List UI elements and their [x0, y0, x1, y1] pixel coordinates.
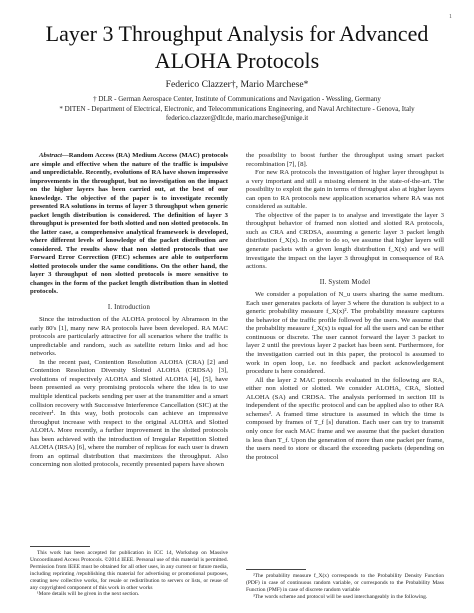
footnote-2: ²The probability measure f_X(x) corresponds to the Probability Density Function (PDF) in case of continuous random variable, or corresponds to the Probability Mass Function (PMF) in case of discrete random variable	[246, 573, 444, 593]
affiliation-dlr: † DLR - German Aerospace Center, Institute of Communications and Navigation - Wessling, Germany	[93, 95, 381, 103]
page-number: 1	[449, 14, 452, 20]
section-heading-system-model: II. System Model	[319, 278, 371, 286]
intro-paragraph-3: the possibility to boost further the throughput using smart packet recombination [7], [8].	[246, 152, 444, 168]
affiliation-diten: * DITEN - Department of Electrical, Electronic, and Telecommunications Engineering, and Naval Architecture - Genova, Italy	[59, 104, 415, 113]
system-model-paragraph-2: All the layer 2 MAC protocols evaluated in the following are RA, either non slotted or slotted. We consider ALOHA, CRA, Slotted ALOHA (SA) and CRDSA. The analysis performed in section III is independent of the specific protocol and can be applied also to other RA schemes³. A framed time structure is assumed in which the time is composed by frames of T_f [s] duration. Each user can try to transmit only once for each MAC frame and we assume that the packet duration is less than T_f. Upon the generation of more than one packet per frame, the users need to store or discard the exceeding packets (depending on the protocol	[246, 376, 444, 461]
title-line-2: ALOHA Protocols	[154, 48, 320, 73]
left-footnotes	[30, 546, 228, 598]
intro-paragraph-4: For new RA protocols the investigation of higher layer throughput is a very important and still a missing element in the state-of-the-art. The possibility to exploit the gain in terms of throughput also at higher layers can open to RA protocols new application scenarios where RA was not considered as suitable.	[246, 169, 444, 211]
footnote-rule	[246, 569, 306, 570]
right-footnotes	[246, 569, 444, 601]
copyright-footnote: This work has been accepted for publication in ICC 14, Workshop on Massive Uncoordinated Access Protocols. ©2014 IEEE. Personal use of this material is permitted. Permission from IEEE must be obtained for all other uses, in any current or future media, including reprinting /republishing this material for advertising or promotional purposes, creating new collective works, for resale or redistribution to servers or lists, or reuse of any copyrighted component of this work in other works	[30, 550, 228, 591]
footnote-3: ³The words scheme and protocol will be used interchangeably in the following.	[253, 593, 428, 600]
intro-paragraph-5: The objective of the paper is to analyse and investigate the layer 3 throughput behavior of framed non slotted and slotted RA protocols, such as CRA and CRDSA, assuming a generic layer 3 packet length distribution f_X(x). In order to do so, we assume that higher layers will generate packets with a given length distribution f_X(x) and we will investigate the impact on the layer 3 throughput in consequence of RA actions.	[246, 211, 444, 271]
paper-title	[0, 20, 474, 74]
intro-paragraph-1: Since the introduction of the ALOHA protocol by Abramson in the early 80's [1], many new RA protocols have been developed. RA MAC protocols are particularly attractive for all scenarios where the traffic is unpredictable and random, such as satellite return links and ad hoc networks.	[30, 316, 228, 358]
abstract	[30, 152, 228, 297]
title-line-1: Layer 3 Throughput Analysis for Advanced	[45, 21, 429, 46]
footnote-1: ¹More details will be given in the next section.	[37, 591, 140, 598]
section-heading-introduction: I. Introduction	[107, 303, 151, 311]
intro-paragraph-2: In the recent past, Contention Resolution ALOHA (CRA) [2] and Contention Resolution Diversity Slotted ALOHA (CRDSA) [3], evolutions of respectively ALOHA and Slotted ALOHA [4], [5], have been presented as very promising protocols where the idea is to use multiple identical packets sending per user at the transmitter and a smart collision recovery with Successive Interference Cancellation (SIC) at the receiver¹. In this way, both protocols can achieve an impressive throughput increase with respect to the original ALOHA and Slotted ALOHA. More recently, a further improvement in the slotted protocols has been achieved with the introduction of Irregular Repetition Slotted ALOHA (IRSA) [6], where the number of replicas for each user is drawn from an optimal distribution that maximizes the throughput. Also concerning non slotted protocols, recently presented papers have shown	[30, 358, 228, 469]
abstract-label: Abstract—	[39, 152, 69, 159]
author-emails: federico.clazzer@dlr.de, mario.marchese@unige.it	[165, 114, 309, 123]
affiliations	[0, 95, 474, 124]
right-column	[246, 152, 444, 462]
abstract-text: Random Access (RA) Medium Access (MAC) protocols are simple and effective when the nature of the traffic is impulsive and unpredictable. Recently, evolutions of RA have shown impressive improvements in the throughput, but no investigation on the impact on the higher layers has been carried out, at the best of our knowledge. The objective of the paper is to investigate recently presented RA solutions in terms of layer 3 throughput when generic packet length distribution is considered. The definition of layer 3 throughput is presented for both slotted and non slotted protocols. In the latter case, a comprehensive analytical framework is developed, where different levels of knowledge of the packet distribution are considered. The results show that non slotted protocols that use Forward Error Correction (FEC) schemes are able to outperform slotted protocols under the same conditions. On the other hand, the layer 3 throughput of non slotted protocols is more sensitive to changes in the form of the packet length distribution than in slotted protocols.	[30, 152, 228, 295]
author-list: Federico Clazzer†, Mario Marchese*	[165, 79, 309, 90]
footnote-rule	[30, 546, 90, 547]
system-model-paragraph-1: We consider a population of N_u users sharing the same medium. Each user generates packets of layer 3 where the duration is subject to a generic probability measure f_X(x)². The probability measure captures the behavior of the traffic profile followed by the users. We assume that the probability measure f_X(x) is equal for all the users and can be either continuous or discrete. The user cannot forward the layer 3 packet to layer 2 until the previous layer 2 packet has been sent. Furthermore, for the investigation carried out in this paper, the protocol is assumed to work in open loop, i.e. no feedback and packet acknowledgement procedure is here considered.	[246, 291, 444, 376]
left-column	[30, 152, 228, 470]
